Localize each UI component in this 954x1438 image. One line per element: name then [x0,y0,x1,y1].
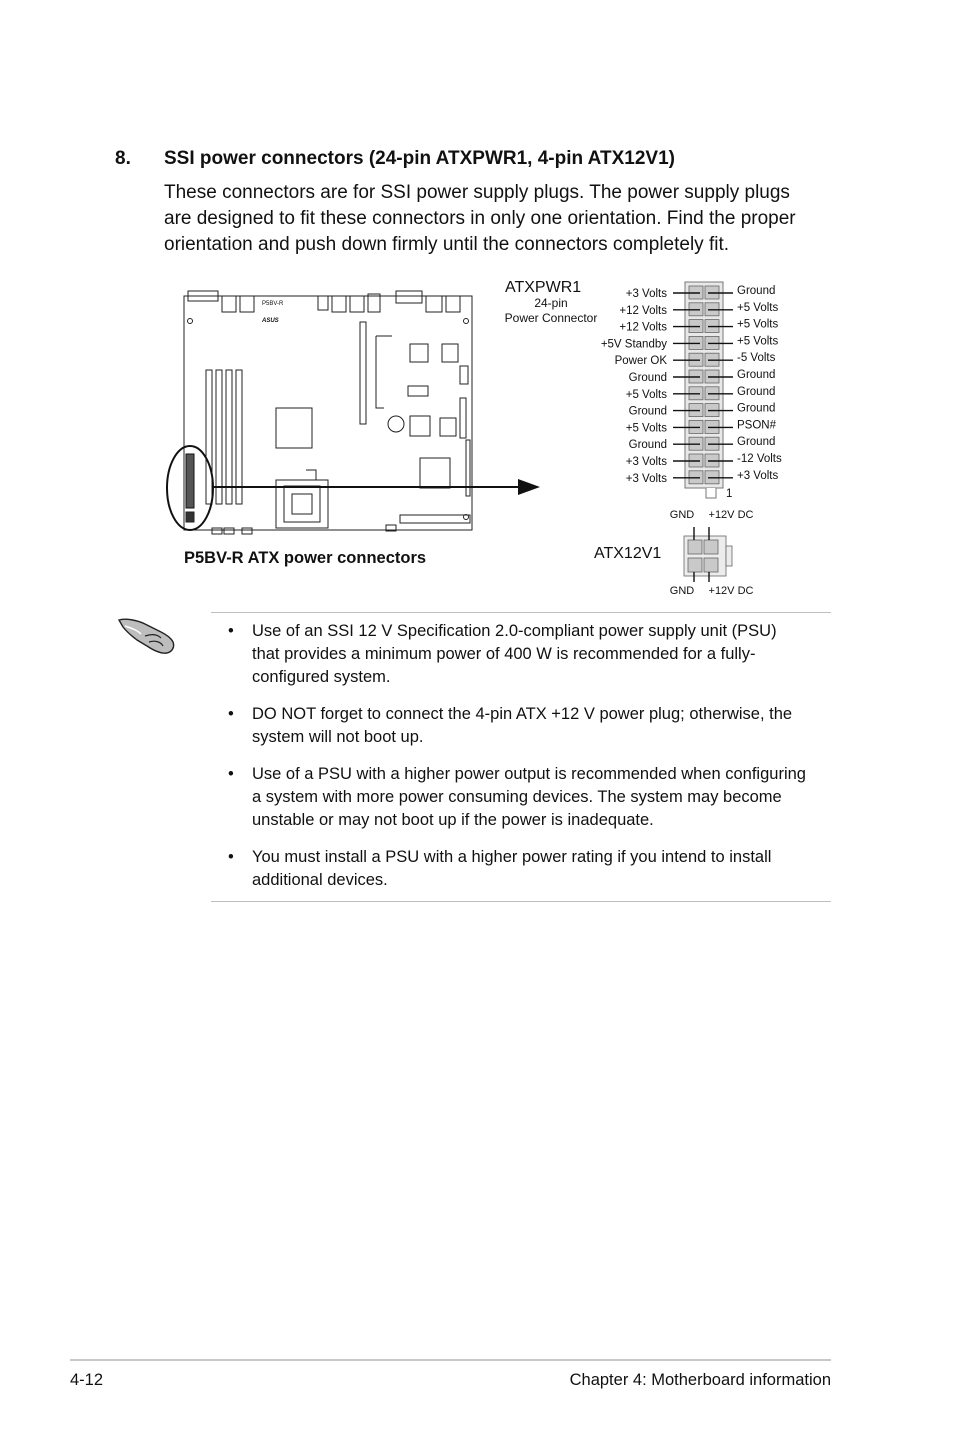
chapter-title: Chapter 4: Motherboard information [569,1371,831,1389]
footer-rule [70,1359,831,1361]
atx12v1-pin-label: +12V DC [708,509,754,521]
right-pin-label: +5 Volts [737,335,779,348]
right-pin-label: -12 Volts [737,453,782,465]
note-bottom-rule [211,901,831,902]
note-line: Use of a PSU with a higher power output is recommended when configuring [252,765,806,783]
page-number: 4-12 [70,1371,104,1389]
board-model-label: P5BV-R [262,301,284,307]
right-pin-label: -5 Volts [737,352,776,365]
atx12v1-pin-label: +12V DC [708,585,754,597]
left-pin-label: +5V Standby [600,338,667,351]
atx12v1-connector [684,527,732,582]
note-line: DO NOT forget to connect the 4-pin ATX +12 V power plug; otherwise, the [252,705,793,723]
note-item [211,763,836,832]
note-top-rule [211,612,831,613]
left-pin-label: +3 Volts [625,472,667,485]
atxpwr1-subtitle: 24-pin [534,296,568,310]
section-number: 8. [115,148,131,169]
note-line: unstable or may not boot up if the power is inadequate. [252,811,654,829]
note-line: configured system. [252,668,391,686]
right-pin-label: Ground [737,402,776,415]
pin-one-marker: 1 [726,488,733,500]
left-pin-label: Ground [628,405,667,418]
atx12v1-pin-label: GND [669,509,695,521]
intro-line: are designed to fit these connectors in only one orientation. Find the proper [164,208,796,229]
bullet: • [228,622,234,640]
left-pin-label: +12 Volts [619,304,667,317]
left-pin-label: +5 Volts [625,422,667,435]
right-pin-label: Ground [737,436,776,449]
pointing-hand-icon [115,612,179,658]
right-pin-label: PSON# [737,419,776,432]
note-line: Use of an SSI 12 V Specification 2.0-compliant power supply unit (PSU) [252,622,777,640]
note-line: additional devices. [252,871,388,889]
left-pin-label: +5 Volts [625,388,667,401]
intro-line: orientation and push down firmly until the connectors completely fit. [164,234,730,255]
pointer-arrow-head [518,479,540,495]
atxpwr1-title: ATXPWR1 [505,279,582,296]
note-line: system will not boot up. [252,728,424,746]
diagram-caption: P5BV-R ATX power connectors [184,549,427,567]
right-pin-label: Ground [737,385,776,398]
atxpwr1-subtitle: Power Connector [504,311,598,325]
board-brand-logo: ASUS [262,318,279,324]
section-title: SSI power connectors (24-pin ATXPWR1, 4-pin ATX12V1) [164,148,675,169]
motherboard-layout [184,291,472,534]
bullet: • [228,848,234,866]
atxpwr1-connector [673,282,733,498]
note-line: that provides a minimum power of 400 W is recommended for a fully- [252,645,756,663]
left-pin-label: +12 Volts [619,321,667,334]
left-pin-label: +3 Volts [625,288,667,300]
note-item [211,620,836,689]
note-line: You must install a PSU with a higher power rating if you intend to install [252,848,772,866]
right-pin-label: +5 Volts [737,301,779,314]
intro-line: These connectors are for SSI power supply plugs. The power supply plugs [164,182,790,203]
atx12v1-pin-label: GND [669,585,695,597]
note-line: a system with more power consuming devices. The system may become [252,788,782,806]
bullet: • [228,765,234,783]
right-pin-label: +5 Volts [737,318,779,331]
note-item [211,703,836,749]
atx12v1-title: ATX12V1 [594,545,662,562]
left-pin-label: Ground [628,372,667,384]
right-pin-label: +3 Volts [737,469,779,482]
right-pin-label: Ground [737,369,776,381]
left-pin-label: +3 Volts [625,456,667,468]
left-pin-label: Ground [628,439,667,452]
left-pin-label: Power OK [614,355,667,368]
right-pin-label: Ground [737,285,776,297]
power-connector-diagram [0,0,954,610]
note-item [211,846,836,892]
notes-list [211,620,836,906]
bullet: • [228,705,234,723]
